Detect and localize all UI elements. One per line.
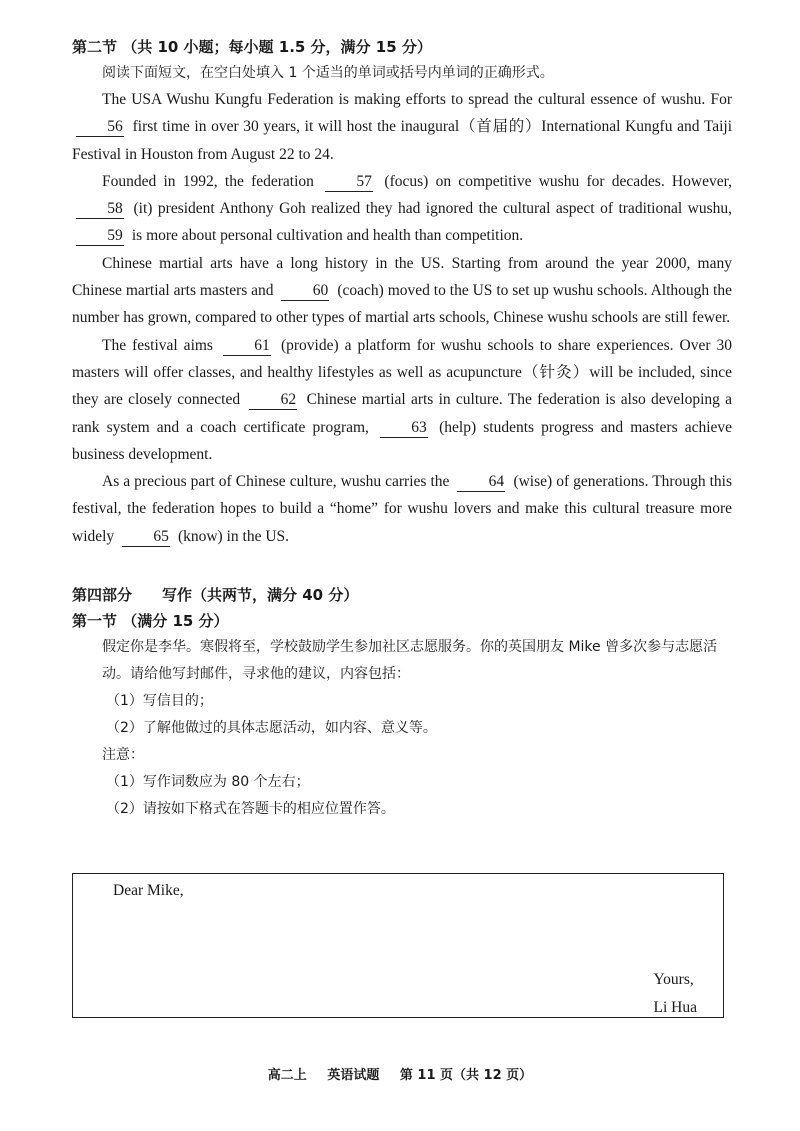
note-item-1: （1）写作词数应为 80 个左右； [106,774,310,791]
signature: Li Hua [653,999,697,1016]
answer-box[interactable] [72,873,724,1018]
text: Founded in 1992, the federation [102,172,314,190]
footer-subject: 英语试题 [327,1068,380,1083]
text: is more about personal cultivation and health than competition. [131,227,524,245]
paragraph-4 [72,332,732,468]
blank-65[interactable]: 65 [122,528,170,547]
footer-page: 第 11 页（共 12 页） [399,1068,533,1083]
text: As a precious part of Chinese culture, wushu carries the [102,473,450,491]
text: (provide) a platform for wushu schools to share experiences. Over 30 masters will offer classes, and healthy lifestyles as well as acupuncture（针灸）will be included, since they are closely connected [72,336,732,409]
text: (it) president Anthony Goh realized they had ignored the cultural aspect of traditional wushu, [133,200,733,218]
letter-closing [654,966,697,1022]
section-instruction: 阅读下面短文，在空白处填入 1 个适当的单词或括号内单词的正确形式。 [102,65,554,81]
part4-title: 第四部分 写作（共两节，满分 40 分） [72,586,359,605]
part4-section1-title: 第一节 （满分 15 分） [72,612,229,631]
passage [72,86,732,550]
paragraph-5 [72,468,732,550]
blank-62[interactable]: 62 [249,391,297,410]
writing-prompt: 假定你是李华。寒假将至，学校鼓励学生参加社区志愿服务。你的英国朋友 Mike 曾多次参与志愿活动。请给他写封邮件，寻求他的建议，内容包括： [102,639,718,683]
section-title: 第二节 （共 10 小题；每小题 1.5 分，满分 15 分） [72,38,432,56]
page-footer [0,1064,800,1083]
text: (know) in the US. [177,527,290,545]
paragraph-2 [72,168,732,250]
text: The USA Wushu Kungfu Federation is making efforts to spread the cultural essence of wushu. For [102,91,732,108]
note-item-2: （2）请按如下格式在答题卡的相应位置作答。 [106,801,395,818]
letter-greeting: Dear Mike, [113,882,184,899]
text: (wise) of generations. Through this festival, the federation hopes to build a “home” for wushu lovers and make this cultural treasure more widely [72,473,733,545]
text: (coach) moved to the US to set up wushu schools. Although the number has grown, compared to other types of martial arts schools, Chinese wushu schools are still fewer. [72,282,732,327]
blank-56[interactable]: 56 [76,118,124,137]
text: (help) students progress and masters achieve business development. [72,418,733,463]
closing-text: Yours, [653,971,694,988]
text: Chinese martial arts have a long history in the US. Starting from around the year 2000, many Chinese martial arts masters and [72,254,732,300]
text: (focus) on competitive wushu for decades. However, [384,172,732,190]
blank-58[interactable]: 58 [76,200,124,219]
paragraph-3 [72,250,732,332]
blank-63[interactable]: 63 [380,419,428,438]
blank-61[interactable]: 61 [223,337,271,356]
text: Chinese martial arts in culture. The federation is also developing a rank system and a coach certificate program, [72,391,733,436]
prompt-item-2: （2）了解他做过的具体志愿活动，如内容、意义等。 [106,720,437,737]
prompt-item-1: （1）写信目的； [106,693,213,710]
blank-60[interactable]: 60 [281,282,329,301]
note-label: 注意： [102,747,144,764]
exam-page [72,34,732,823]
footer-grade: 高二上 [267,1068,307,1083]
blank-57[interactable]: 57 [325,173,373,192]
text: first time in over 30 years, it will host the inaugural（首届的）International Kungfu and Taiji Festival in Houston from August 22 to 24. [72,118,732,163]
paragraph-1 [72,86,732,168]
blank-64[interactable]: 64 [457,473,505,492]
text: The festival aims [102,336,213,354]
blank-59[interactable]: 59 [76,227,124,246]
